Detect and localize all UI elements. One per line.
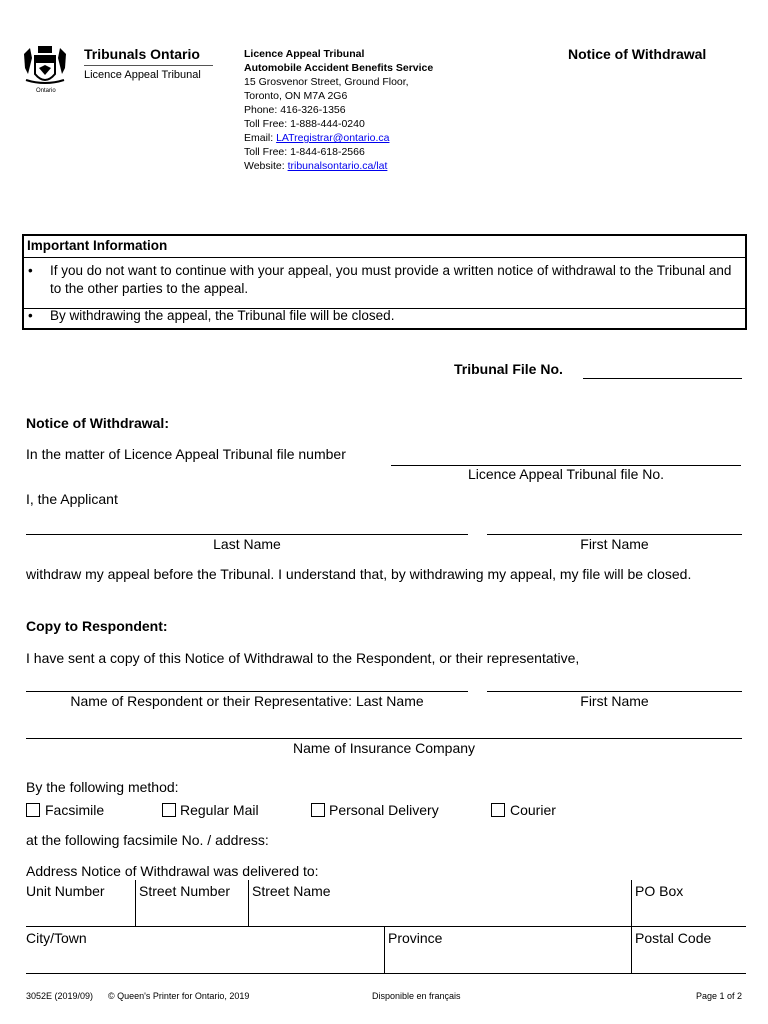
street-name-label: Street Name bbox=[252, 883, 331, 899]
tribunal-file-no-field[interactable] bbox=[583, 378, 742, 379]
sent-copy-text: I have sent a copy of this Notice of Withdrawal to the Respondent, or their representative, bbox=[26, 650, 580, 666]
withdraw-statement: withdraw my appeal before the Tribunal. I understand that, by withdrawing my appeal, my file will be closed. bbox=[26, 566, 692, 582]
applicant-last-name-caption: Last Name bbox=[213, 536, 281, 552]
respondent-first-name-field[interactable] bbox=[487, 691, 742, 692]
unit-number-label: Unit Number bbox=[26, 883, 105, 899]
courier-label: Courier bbox=[510, 802, 556, 818]
bullet-icon: • bbox=[28, 308, 33, 323]
page-number: Page 1 of 2 bbox=[696, 991, 743, 1001]
respondent-last-name-caption: Name of Respondent or their Representative: Last Name bbox=[70, 693, 424, 709]
email-label: Email: bbox=[244, 132, 277, 144]
notice-heading: Notice of Withdrawal: bbox=[26, 415, 169, 431]
po-box-input[interactable] bbox=[632, 880, 742, 926]
french-availability: Disponible en français bbox=[372, 991, 461, 1001]
logo-caption: Ontario bbox=[36, 88, 56, 94]
fax-line: Toll Free: 1-844-618-2566 bbox=[244, 146, 365, 158]
personal-delivery-checkbox[interactable] bbox=[311, 803, 325, 817]
important-heading: Important Information bbox=[27, 238, 168, 253]
address-line: 15 Grosvenor Street, Ground Floor, bbox=[244, 76, 409, 88]
personal-delivery-label: Personal Delivery bbox=[329, 802, 439, 818]
tribunal-file-no-label: Tribunal File No. bbox=[454, 361, 563, 377]
unit-number-input[interactable] bbox=[26, 880, 134, 926]
applicant-text: I, the Applicant bbox=[26, 491, 118, 507]
email-link[interactable]: LATregistrar@ontario.ca bbox=[276, 132, 390, 144]
address-line: Automobile Accident Benefits Service bbox=[244, 62, 434, 74]
courier-checkbox[interactable] bbox=[491, 803, 505, 817]
applicant-first-name-field[interactable] bbox=[487, 534, 742, 535]
email-line bbox=[244, 131, 433, 145]
facsimile-label: Facsimile bbox=[45, 802, 105, 818]
important-bullet: If you do not want to continue with your appeal, you must provide a written notice of withdrawal to the Tribunal and to the other parties to the appeal. bbox=[50, 263, 732, 296]
respondent-first-name-caption: First Name bbox=[580, 693, 649, 709]
city-input[interactable] bbox=[26, 927, 383, 973]
brand-divider bbox=[84, 65, 213, 66]
matter-text: In the matter of Licence Appeal Tribunal file number bbox=[26, 446, 346, 462]
address-line: Toronto, ON M7A 2G6 bbox=[244, 90, 348, 102]
brand-subtitle: Licence Appeal Tribunal bbox=[84, 69, 201, 81]
postal-code-label: Postal Code bbox=[635, 930, 712, 946]
city-label: City/Town bbox=[26, 930, 87, 946]
regular-mail-checkbox[interactable] bbox=[162, 803, 176, 817]
divider bbox=[24, 257, 745, 258]
website-link[interactable]: tribunalsontario.ca/lat bbox=[287, 160, 388, 172]
facsimile-checkbox[interactable] bbox=[26, 803, 40, 817]
postal-code-input[interactable] bbox=[632, 927, 742, 973]
applicant-last-name-field[interactable] bbox=[26, 534, 468, 535]
insurance-company-caption: Name of Insurance Company bbox=[292, 740, 476, 756]
website-line bbox=[244, 159, 433, 173]
insurance-company-field[interactable] bbox=[26, 738, 742, 739]
lat-file-number-caption: Licence Appeal Tribunal file No. bbox=[467, 466, 665, 482]
applicant-first-name-caption: First Name bbox=[580, 536, 649, 552]
brand-title: Tribunals Ontario bbox=[84, 46, 200, 62]
important-bullet: By withdrawing the appeal, the Tribunal file will be closed. bbox=[50, 308, 395, 323]
address-line: Phone: 416-326-1356 bbox=[244, 104, 346, 116]
po-box-label: PO Box bbox=[635, 883, 684, 899]
copy-heading: Copy to Respondent: bbox=[26, 618, 168, 634]
street-number-input[interactable] bbox=[136, 880, 247, 926]
copyright: © Queen's Printer for Ontario, 2019 bbox=[108, 991, 250, 1001]
address-line: Toll Free: 1-888-444-0240 bbox=[244, 118, 365, 130]
province-input[interactable] bbox=[385, 927, 630, 973]
address-label: Address Notice of Withdrawal was delivered to: bbox=[26, 863, 319, 879]
grid-bottom-border bbox=[26, 973, 746, 974]
province-label: Province bbox=[388, 930, 443, 946]
website-label: Website: bbox=[244, 160, 288, 172]
street-name-input[interactable] bbox=[249, 880, 630, 926]
important-information-box bbox=[22, 234, 747, 330]
regular-mail-label: Regular Mail bbox=[180, 802, 259, 818]
bullet-icon: • bbox=[28, 263, 33, 278]
fax-address-label: at the following facsimile No. / address: bbox=[26, 832, 269, 848]
street-number-label: Street Number bbox=[139, 883, 231, 899]
address-line: Licence Appeal Tribunal bbox=[244, 48, 365, 60]
respondent-last-name-field[interactable] bbox=[26, 691, 468, 692]
tribunal-address-block bbox=[244, 47, 433, 173]
form-number: 3052E (2019/09) bbox=[26, 991, 94, 1001]
method-label: By the following method: bbox=[26, 779, 179, 795]
document-title: Notice of Withdrawal bbox=[568, 46, 707, 62]
ontario-coat-of-arms-logo bbox=[22, 44, 68, 96]
